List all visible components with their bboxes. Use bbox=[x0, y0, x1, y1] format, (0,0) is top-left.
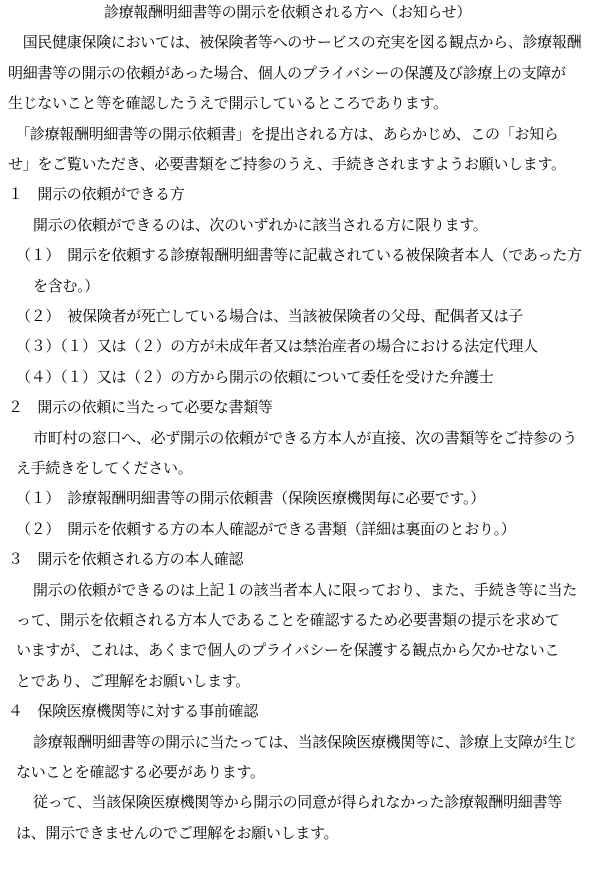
section-1-item: （３）（１）又は（２）の方が未成年者又は禁治産者の場合における法定代理人 bbox=[16, 337, 538, 356]
section-2-lead: え手続きをしてください。 bbox=[16, 459, 193, 477]
section-4-body: 診療報酬明細書等の開示に当たっては、当該保険医療機関等に、診療上支障が生じ bbox=[33, 732, 577, 751]
intro-line: せ」をご覧いただき、必要書類をご持参のうえ、手続きされますようお願いします。 bbox=[8, 155, 566, 173]
intro-line: 明細書等の開示の依頼があった場合、個人のプライバシーの保護及び診療上の支障が bbox=[8, 63, 566, 82]
section-4-body: ないことを確認する必要があります。 bbox=[16, 763, 265, 781]
section-4-body: 従って、当該保険医療機関等から開示の同意が得られなかった診療報酬明細書等 bbox=[33, 793, 562, 812]
section-3-body: って、開示を依頼される方本人であることを確認するため必要書類の提示を求めて bbox=[16, 611, 560, 629]
section-3-body: 開示の依頼ができるのは上記１の該当者本人に限っており、また、手続き等に当た bbox=[33, 580, 577, 599]
section-3-heading: ３ 開示を依頼される方の本人確認 bbox=[8, 550, 244, 569]
section-4-body: は、開示できませんのでご理解をお願いします。 bbox=[16, 823, 339, 842]
document-title: 診療報酬明細書等の開示を依頼される方へ（お知らせ） bbox=[104, 3, 472, 21]
intro-line: 「診療報酬明細書等の開示依頼書」を提出される方は、あらかじめ、この「お知ら bbox=[8, 124, 559, 143]
intro-line: 国民健康保険においては、被保険者等へのサービスの充実を図る観点から、診療報酬 bbox=[8, 33, 582, 52]
section-1-item: を含む。） bbox=[33, 276, 100, 295]
intro-line: 生じないこと等を確認したうえで開示しているところであります。 bbox=[8, 94, 448, 113]
section-2-lead: 市町村の窓口へ、必ず開示の依頼ができる方本人が直接、次の書類等をご持参のう bbox=[33, 428, 577, 447]
section-1-item: （２） 被保険者が死亡している場合は、当該被保険者の父母、配偶者又は子 bbox=[16, 307, 524, 325]
section-1-item: （４）（１）又は（２）の方から開示の依頼について委任を受けた弁護士 bbox=[16, 367, 494, 386]
section-2-item: （１） 診療報酬明細書等の開示依頼書（保険医療機関毎に必要です。） bbox=[16, 489, 485, 508]
section-1-heading: １ 開示の依頼ができる方 bbox=[8, 185, 185, 204]
section-3-body: とであり、ご理解をお願いします。 bbox=[16, 671, 251, 690]
section-2-heading: ２ 開示の依頼に当たって必要な書類等 bbox=[8, 398, 273, 417]
section-1-lead: 開示の依頼ができるのは、次のいずれかに該当される方に限ります。 bbox=[33, 215, 488, 234]
section-3-body: いますが、これは、あくまで個人のプライバシーを保護する観点から欠かせないこ bbox=[16, 641, 560, 660]
section-4-heading: ４ 保険医療機関等に対する事前確認 bbox=[8, 702, 258, 721]
section-1-item: （１） 開示を依頼する診療報酬明細書等に記載されている被保険者本人（であった方 bbox=[16, 246, 582, 265]
section-2-item: （２） 開示を依頼する方の本人確認ができる書類（詳細は裏面のとおり。） bbox=[16, 519, 516, 538]
